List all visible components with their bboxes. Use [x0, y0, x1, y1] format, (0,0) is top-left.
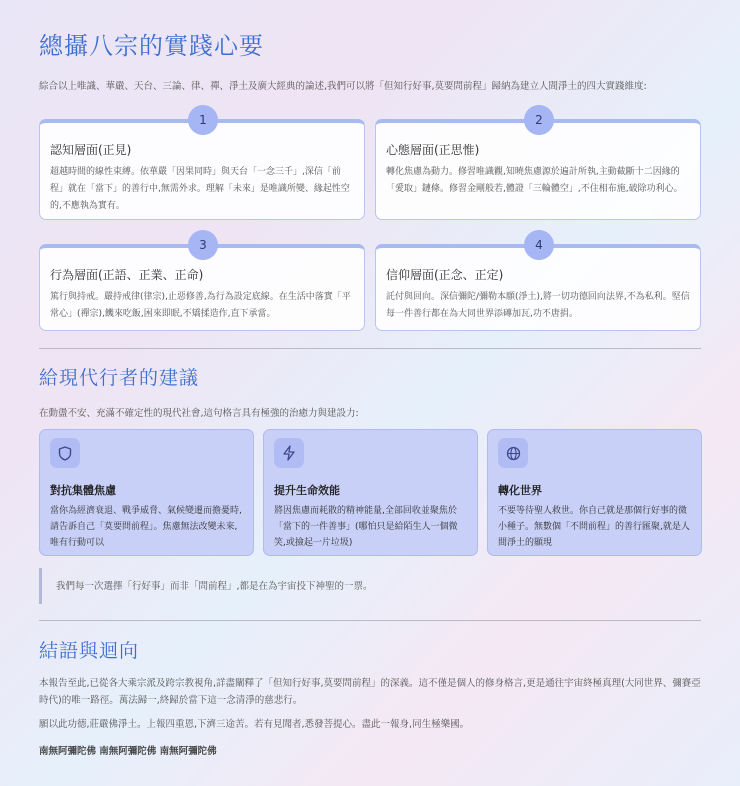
advice-text: 不要等待聖人救世。你自己就是那個行好事的微小種子。無數個「不問前程」的善行匯聚,就是人間淨土的顯現 — [498, 506, 690, 548]
section-title-conclusion: 結語與迴向 — [39, 640, 140, 662]
advice-text: 當你為經濟衰退、戰爭威脅、氣候變遷而擔憂時,請告訴自己「莫要問前程」。焦慮無法改變未來,唯有行動可以 — [50, 506, 242, 548]
practice-card-conduct — [39, 238, 365, 331]
card-number-badge: 1 — [188, 105, 218, 135]
card-text: 超越時間的線性束縛。依華嚴「因果同時」與天台「一念三千」,深信「前程」就在「當下」的善行中,無需外求。理解「未來」是唯識所變、緣起性空的,不應執為實有。 — [50, 167, 350, 211]
highlight-quote: 我們每一次選擇「行好事」而非「問前程」,都是在為宇宙投下神聖的一票。 — [39, 568, 701, 604]
card-title: 行為層面(正語、正業、正命) — [50, 268, 204, 282]
card-title: 認知層面(正見) — [50, 143, 132, 157]
closing-chant: 南無阿彌陀佛 南無阿彌陀佛 南無阿彌陀佛 — [39, 746, 217, 757]
advice-card-anxiety — [39, 429, 254, 556]
card-number-badge: 2 — [524, 105, 554, 135]
card-title: 信仰層面(正念、正定) — [386, 268, 504, 282]
intro-text: 綜合以上唯識、華嚴、天台、三論、律、禪、淨土及廣大經典的論述,我們可以將「但知行好事,莫要問前程」歸納為建立人間淨土的四大實踐維度: — [39, 81, 647, 92]
dedication-verse: 願以此功德,莊嚴佛淨土。上報四重恩,下濟三途苦。若有見聞者,悉發菩提心。盡此一報身,同生極樂國。 — [39, 719, 470, 730]
practice-card-cognition — [39, 113, 365, 220]
bolt-icon — [274, 438, 304, 468]
section-divider — [39, 348, 701, 349]
advice-title: 轉化世界 — [498, 484, 542, 497]
advice-title: 對抗集體焦慮 — [50, 484, 116, 497]
practice-card-mindset — [375, 113, 701, 220]
section-title-advice: 給現代行者的建議 — [39, 367, 200, 389]
shield-icon — [50, 438, 80, 468]
section-subtitle-advice: 在動盪不安、充滿不確定性的現代社會,這句格言具有極強的治癒力與建設力: — [39, 408, 359, 419]
advice-card-efficacy — [263, 429, 478, 556]
advice-card-world — [487, 429, 702, 556]
practice-card-faith — [375, 238, 701, 331]
card-text: 篤行與持戒。嚴持戒律(律宗),止惡修善,為行為設定底線。在生活中落實「平常心」(禪宗),饑來吃飯,困來即眠,不矯揉造作,直下承當。 — [50, 292, 351, 319]
section-divider — [39, 620, 701, 621]
card-number-badge: 4 — [524, 230, 554, 260]
advice-text: 將因焦慮而耗散的精神能量,全部回收並聚焦於「當下的一件善事」(哪怕只是給陌生人一個微笑,或撿起一片垃圾) — [274, 506, 458, 548]
advice-title: 提升生命效能 — [274, 484, 340, 497]
card-title: 心態層面(正思惟) — [386, 143, 480, 157]
conclusion-paragraph: 本報告至此,已從各大乘宗派及跨宗教視角,詳盡闡釋了「但知行好事,莫要問前程」的深義。這不僅是個人的修身格言,更是通往宇宙終極真理(大同世界、彌賽亞時代)的唯一路徑。萬法歸一,終歸於當下這一念清淨的慈悲行。 — [39, 678, 701, 706]
page-title: 總攝八宗的實踐心要 — [39, 32, 264, 60]
card-text: 託付與回向。深信彌陀/彌勒本願(淨土),將一切功德回向法界,不為私利。堅信每一件善行都在為大同世界添磚加瓦,功不唐捐。 — [386, 292, 690, 319]
card-text: 轉化焦慮為動力。修習唯識觀,知曉焦慮源於遍計所執,主動截斷十二因緣的「愛取」鏈條。修習金剛般若,體證「三輪體空」,不住相布施,破除功利心。 — [386, 167, 683, 194]
globe-icon — [498, 438, 528, 468]
card-number-badge: 3 — [188, 230, 218, 260]
